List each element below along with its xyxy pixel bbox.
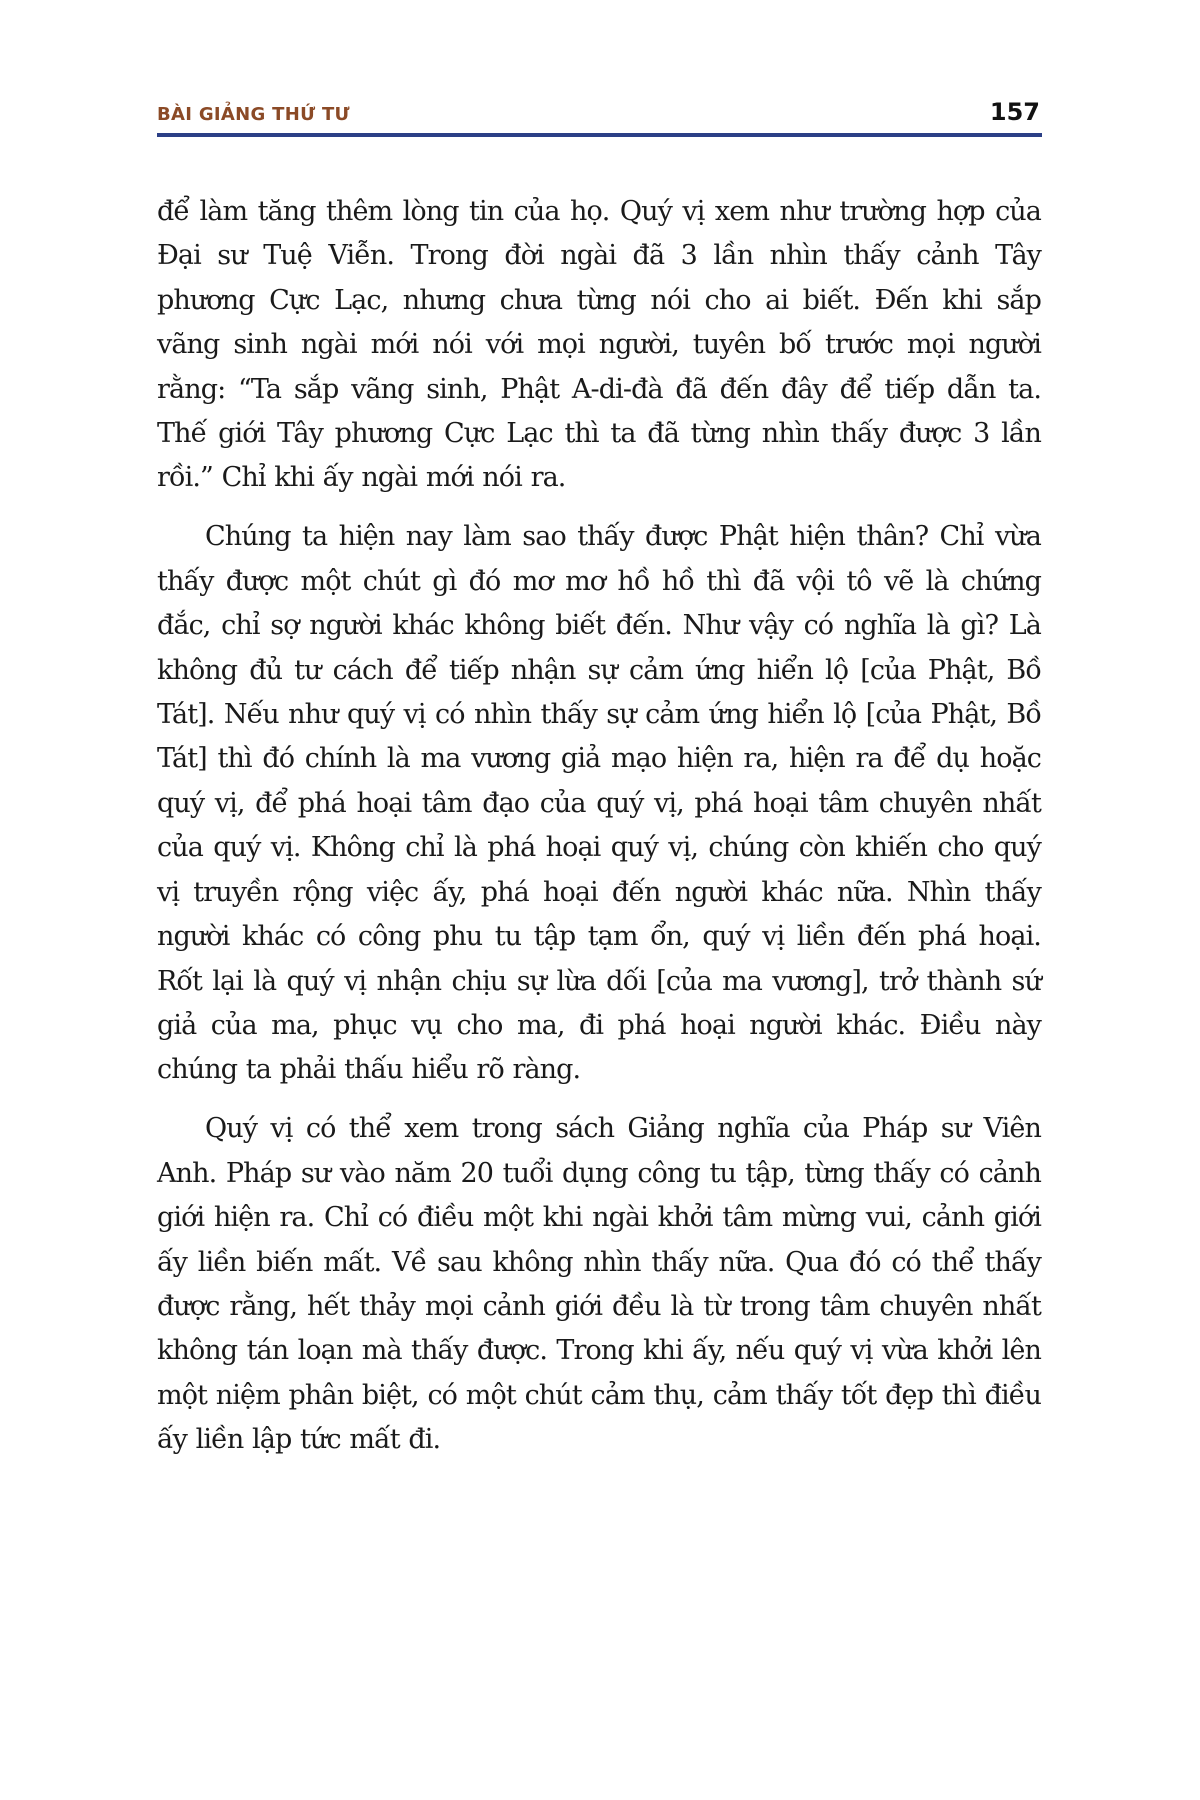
running-head [157,98,1042,132]
page-number: 157 [989,98,1040,126]
paragraph-2: Chúng ta hiện nay làm sao thấy được Phật hiện thân? Chỉ vừa thấy được một chút gì đó mơ mơ hồ hồ thì đã vội tô vẽ là chứng đắc, chỉ sợ người khác không biết đến. Như vậy có nghĩa là gì? Là không đủ tư cách để tiếp nhận sự cảm ứng hiển lộ [của Phật, Bồ Tát]. Nếu như quý vị có nhìn thấy sự cảm ứng hiển lộ [của Phật, Bồ Tát] thì đó chính là ma vương giả mạo hiện ra, hiện ra để dụ hoặc quý vị, để phá hoại tâm đạo của quý vị, phá hoại tâm chuyên nhất của quý vị. Không chỉ là phá hoại quý vị, chúng còn khiến cho quý vị truyền rộng việc ấy, phá hoại đến người khác nữa. Nhìn thấy người khác có công phu tu tập tạm ổn, quý vị liền đến phá hoại. Rốt lại là quý vị nhận chịu sự lừa dối [của ma vương], trở thành sứ giả của ma, phục vụ cho ma, đi phá hoại người khác. Điều này chúng ta phải thấu hiểu rõ ràng. [157,521,1041,1086]
paragraph-1: để làm tăng thêm lòng tin của họ. Quý vị xem như trường hợp của Đại sư Tuệ Viễn. Trong đời ngài đã 3 lần nhìn thấy cảnh Tây phương Cực Lạc, nhưng chưa từng nói cho ai biết. Đến khi sắp vãng sinh ngài mới nói với mọi người, tuyên bố trước mọi người rằng: “Ta sắp vãng sinh, Phật A-di-đà đã đến đây để tiếp dẫn ta. Thế giới Tây phương Cực Lạc thì ta đã từng nhìn thấy được 3 lần rồi.” Chỉ khi ấy ngài mới nói ra. [157,196,1041,494]
header-rule [157,133,1042,137]
paragraph-3: Quý vị có thể xem trong sách Giảng nghĩa của Pháp sư Viên Anh. Pháp sư vào năm 20 tuổi dụng công tu tập, từng thấy có cảnh giới hiện ra. Chỉ có điều một khi ngài khởi tâm mừng vui, cảnh giới ấy liền biến mất. Về sau không nhìn thấy nữa. Qua đó có thể thấy được rằng, hết thảy mọi cảnh giới đều là từ trong tâm chuyên nhất không tán loạn mà thấy được. Trong khi ấy, nếu quý vị vừa khởi lên một niệm phân biệt, có một chút cảm thụ, cảm thấy tốt đẹp thì điều ấy liền lập tức mất đi. [157,1113,1041,1456]
body-text [157,190,1041,1477]
chapter-title: BÀI GIẢNG THỨ TƯ [157,104,350,125]
